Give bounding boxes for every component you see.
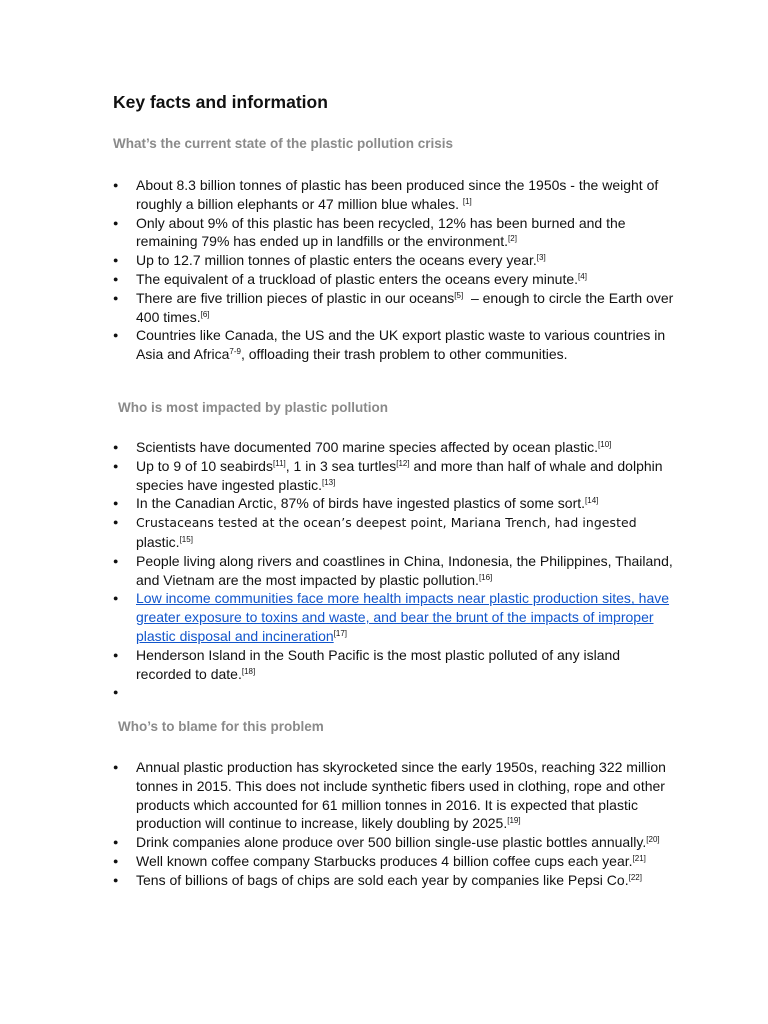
citation: [11] (272, 458, 286, 468)
list-item: ● Annual plastic production has skyrocketed since the early 1950s, reaching 322 million tonnes in 2015. This does not include synthetic fibers used in clothing, rope and other products which accounted for 61 million tonnes in 2016. It is expected that plastic production will continue to increase, likely doubling by 2025.[19] (0, 758, 768, 833)
citation: [20] (646, 835, 660, 845)
citation: [16] (478, 572, 493, 582)
citation: [15] (179, 534, 193, 544)
section-heading-who-to-blame: Who’s to blame for this problem (118, 719, 324, 734)
list-item: ● Countries like Canada, the US and the UK export plastic waste to various countries in Asia and Africa$^{7-9}$, offloading their trash problem to other communities. (0, 326, 768, 364)
list-item: ● The equivalent of a truckload of plastic enters the oceans every minute.[4] (0, 270, 768, 289)
most-impacted-list (0, 438, 768, 702)
list-item: ● Drink companies alone produce over 500 billion single-use plastic bottles annually.[20] (0, 833, 768, 852)
citation: [3] (536, 253, 546, 263)
list-item: ● Up to 12.7 million tonnes of plastic enters the oceans every year.[3] (0, 251, 768, 270)
citation: [4] (578, 271, 587, 281)
citation: [6] (200, 309, 210, 319)
current-state-list (0, 176, 768, 364)
list-item: ● Up to 9 of 10 seabirds[11], 1 in 3 sea turtles[12] and more than half of whale and dolphin species have ingested plastic.[13] (0, 457, 768, 495)
list-item: ● People living along rivers and coastlines in China, Indonesia, the Philippines, Thailand, and Vietnam are the most impacted by plastic pollution.[16] (0, 552, 768, 590)
citation: [17] (333, 628, 348, 638)
page-title: Key facts and information (113, 92, 328, 112)
citation: [12] (396, 458, 410, 468)
list-item: ● About 8.3 billion tonnes of plastic has been produced since the 1950s - the weight of roughly a billion elephants or 47 million blue whales. [1] (0, 176, 768, 214)
list-item: ● Only about 9% of this plastic has been recycled, 12% has been burned and the remaining 79% has ended up in landfills or the environment.[2] (0, 214, 768, 252)
list-item: ● In the Canadian Arctic, 87% of birds have ingested plastics of some sort.[14] (0, 494, 768, 513)
citation: [14] (585, 496, 599, 506)
who-to-blame-list (0, 758, 768, 890)
empty-list-item (0, 683, 768, 702)
section-heading-most-impacted: Who is most impacted by plastic pollution (118, 400, 389, 415)
list-item: ● Henderson Island in the South Pacific is the most plastic polluted of any island recorded to date.[18] (0, 646, 768, 684)
low-income-communities-link[interactable]: Low income communities face more health impacts near plastic production sites, have greater exposure to toxins and waste, and bear the brunt of the impacts of improper plastic disposal and incineration (136, 590, 670, 644)
citation: [5] (454, 290, 464, 300)
list-item (0, 589, 768, 645)
list-item: ● Crustaceans tested at the ocean’s deepest point, Mariana Trench, had ingested plastic.[15] (0, 513, 768, 552)
citation: [21] (632, 853, 646, 863)
citation: [1] (462, 196, 472, 206)
list-item: ● Scientists have documented 700 marine species affected by ocean plastic.[10] (0, 438, 768, 457)
citation: [10] (598, 440, 612, 449)
citation: 7-9 (229, 347, 241, 357)
citation: [13] (322, 477, 336, 487)
citation: [18] (241, 666, 256, 676)
citation: [19] (507, 816, 521, 826)
citation: [22] (628, 872, 642, 882)
list-item: ● Well known coffee company Starbucks produces 4 billion coffee cups each year.[21] (0, 852, 768, 871)
list-item: ● Tens of billions of bags of chips are sold each year by companies like Pepsi Co.[22] (0, 871, 768, 890)
list-item: ● There are five trillion pieces of plastic in our oceans[5] – enough to circle the Earth over 400 times.[6] (0, 289, 768, 327)
section-heading-current-state: What’s the current state of the plastic pollution crisis (113, 136, 454, 151)
citation: [2] (508, 234, 517, 244)
